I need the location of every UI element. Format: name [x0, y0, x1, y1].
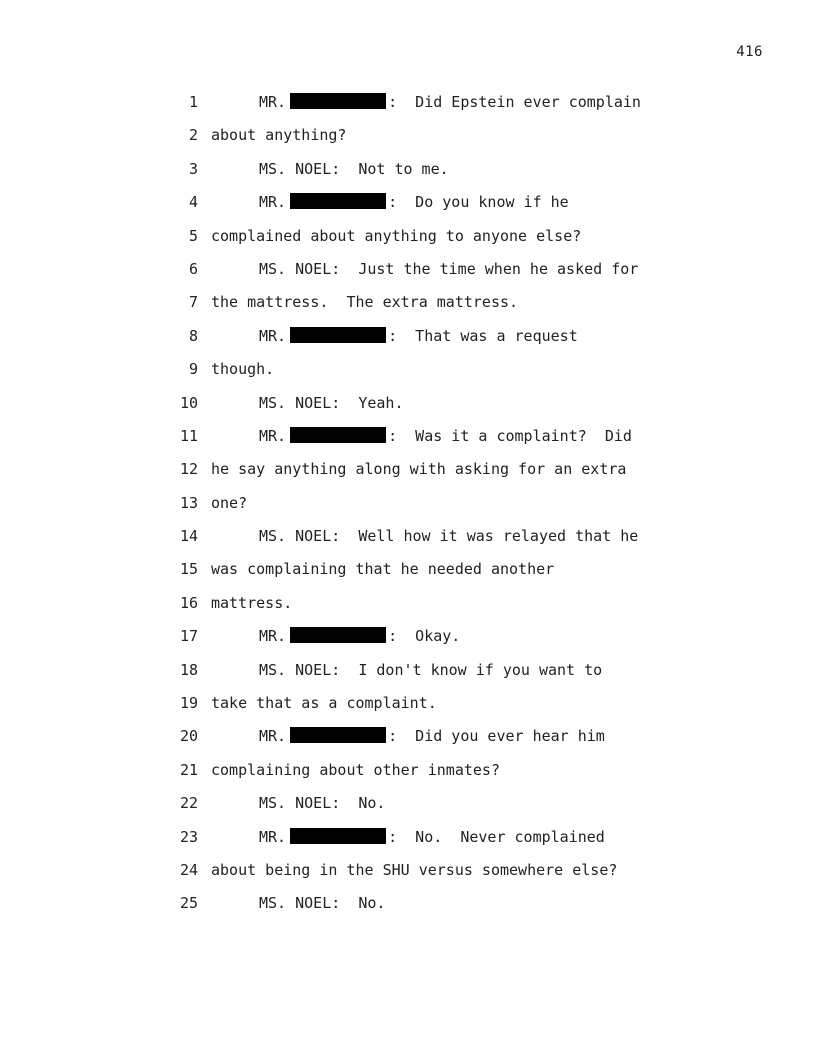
line-number: 2 — [188, 126, 198, 145]
line-number: 11 — [179, 426, 198, 445]
line-text — [259, 787, 385, 820]
line-number: 20 — [179, 727, 198, 746]
speaker-label: MR. — [259, 326, 287, 345]
line-text — [259, 654, 602, 687]
speaker-label: MR. — [259, 193, 287, 212]
line-number: 5 — [188, 226, 198, 245]
transcript-line — [0, 387, 816, 420]
line-text — [211, 453, 626, 486]
line-content: MS. NOEL: Just the time when he asked for — [259, 259, 639, 278]
line-number: 3 — [188, 159, 198, 178]
line-content: about being in the SHU versus somewhere else? — [211, 860, 618, 879]
line-content: the mattress. The extra mattress. — [211, 293, 519, 312]
line-content: one? — [211, 493, 248, 512]
line-content: MS. NOEL: No. — [259, 794, 386, 813]
redaction-block — [290, 193, 386, 209]
line-number: 23 — [179, 827, 198, 846]
line-number: 24 — [179, 860, 198, 879]
line-content: MS. NOEL: I don't know if you want to — [259, 660, 603, 679]
line-content: mattress. — [211, 593, 293, 612]
transcript-line — [0, 654, 816, 687]
line-text — [259, 86, 641, 119]
line-number: 4 — [188, 193, 198, 212]
line-text — [211, 687, 437, 720]
transcript-line — [0, 854, 816, 887]
line-content: MS. NOEL: Yeah. — [259, 393, 404, 412]
transcript-line — [0, 720, 816, 753]
line-content: complaining about other inmates? — [211, 760, 500, 779]
line-text — [259, 520, 638, 553]
line-text — [259, 320, 578, 353]
redaction-block — [290, 327, 386, 343]
line-content: MS. NOEL: No. — [259, 894, 386, 913]
transcript-line — [0, 286, 816, 319]
transcript-line — [0, 520, 816, 553]
line-number: 22 — [179, 794, 198, 813]
transcript-line — [0, 687, 816, 720]
line-number: 13 — [179, 493, 198, 512]
transcript-line — [0, 86, 816, 119]
line-text — [211, 353, 274, 386]
transcript-line — [0, 754, 816, 787]
line-content: : Okay. — [388, 627, 461, 646]
speaker-label: MR. — [259, 426, 287, 445]
line-content: : Do you know if he — [388, 193, 569, 212]
line-text — [259, 153, 449, 186]
line-number: 6 — [188, 259, 198, 278]
transcript-line — [0, 887, 816, 920]
redaction-block — [290, 727, 386, 743]
line-number: 8 — [188, 326, 198, 345]
transcript-line — [0, 220, 816, 253]
line-text — [211, 487, 247, 520]
line-text — [259, 186, 569, 219]
line-content: : No. Never complained — [388, 827, 605, 846]
line-content: MS. NOEL: Well how it was relayed that he — [259, 527, 639, 546]
transcript-line — [0, 420, 816, 453]
line-text — [259, 387, 404, 420]
line-content: : Was it a complaint? Did — [388, 426, 632, 445]
transcript-line — [0, 253, 816, 286]
redaction-block — [290, 627, 386, 643]
transcript-line — [0, 553, 816, 586]
speaker-label: MR. — [259, 627, 287, 646]
transcript-line — [0, 620, 816, 653]
line-number: 15 — [179, 560, 198, 579]
line-number: 18 — [179, 660, 198, 679]
line-text — [211, 854, 617, 887]
transcript-line — [0, 821, 816, 854]
speaker-label: MR. — [259, 93, 287, 111]
line-text — [259, 420, 632, 453]
line-text — [259, 253, 638, 286]
line-content: : Did Epstein ever complain — [388, 93, 641, 111]
line-number: 10 — [179, 393, 198, 412]
line-content: : Did you ever hear him — [388, 727, 605, 746]
line-text — [211, 286, 518, 319]
line-number: 7 — [188, 293, 198, 312]
line-text — [259, 887, 385, 920]
line-content: complained about anything to anyone else? — [211, 226, 582, 245]
transcript-line — [0, 186, 816, 219]
transcript-line — [0, 453, 816, 486]
speaker-label: MR. — [259, 727, 287, 746]
line-text — [259, 720, 605, 753]
line-text — [211, 220, 581, 253]
line-number: 25 — [179, 894, 198, 913]
redaction-block — [290, 828, 386, 844]
line-text — [211, 587, 292, 620]
line-content: : That was a request — [388, 326, 578, 345]
line-content: about anything? — [211, 126, 347, 145]
line-number: 21 — [179, 760, 198, 779]
transcript-line — [0, 119, 816, 152]
line-number: 1 — [188, 93, 198, 111]
line-text — [259, 620, 460, 653]
transcript-body — [0, 86, 816, 921]
line-text — [211, 553, 554, 586]
line-number: 14 — [179, 527, 198, 546]
transcript-line — [0, 320, 816, 353]
transcript-line — [0, 353, 816, 386]
transcript-line — [0, 587, 816, 620]
transcript-line — [0, 487, 816, 520]
redaction-block — [290, 427, 386, 443]
transcript-line — [0, 787, 816, 820]
line-text — [259, 821, 605, 854]
speaker-label: MR. — [259, 827, 287, 846]
line-number: 9 — [188, 360, 198, 379]
line-number: 16 — [179, 593, 198, 612]
line-number: 19 — [179, 694, 198, 713]
page-number: 416 — [736, 44, 763, 60]
line-content: was complaining that he needed another — [211, 560, 555, 579]
line-content: though. — [211, 360, 275, 379]
line-content: he say anything along with asking for an extra — [211, 460, 627, 479]
line-content: take that as a complaint. — [211, 694, 437, 713]
line-text — [211, 754, 500, 787]
line-number: 17 — [179, 627, 198, 646]
line-text — [211, 119, 346, 152]
line-content: MS. NOEL: Not to me. — [259, 159, 449, 178]
transcript-line — [0, 153, 816, 186]
line-number: 12 — [179, 460, 198, 479]
redaction-block — [290, 93, 386, 109]
